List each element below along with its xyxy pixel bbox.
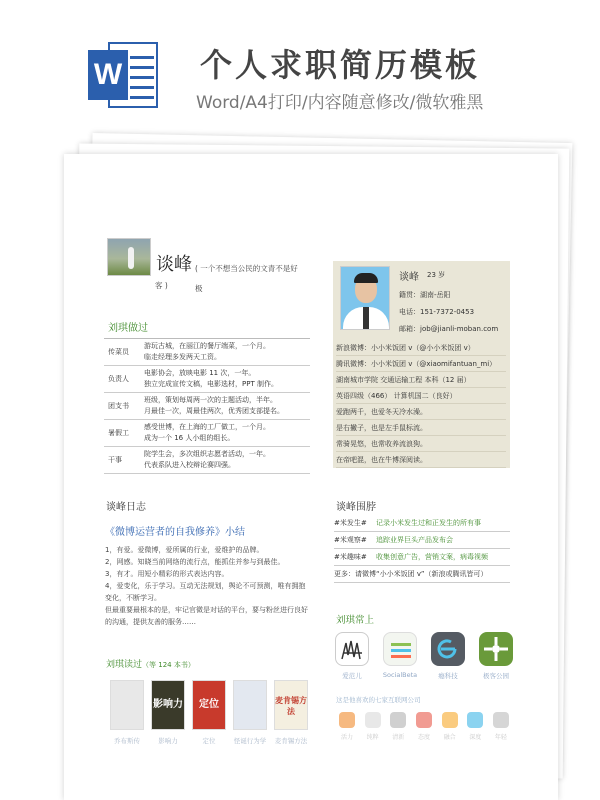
experience-role: 暑假工	[108, 428, 129, 437]
experience-line: 独立完成宣传文稿，电影选材，PPT 制作。	[144, 380, 278, 388]
site-item[interactable]	[382, 632, 418, 680]
experience-line: 代表系队进入校辩论赛四强。	[144, 461, 235, 469]
company-logo-icon	[493, 712, 509, 728]
book-item[interactable]	[274, 680, 308, 745]
site-label: SocialBeta	[382, 671, 418, 679]
book-cover	[110, 680, 144, 730]
books-title	[106, 657, 195, 670]
info-item: 常骑晃悠，也常收养流浪狗。	[336, 436, 506, 452]
weibo-logo-icon	[416, 712, 432, 728]
company-label: 清新	[392, 734, 405, 741]
weibo-tag[interactable]: #米趣味#	[334, 553, 367, 561]
page-title: 个人求职简历模板	[200, 46, 481, 84]
article-line: 3，有才。用短小精彩的形式表达内容。	[105, 570, 229, 578]
personal-info-list	[336, 340, 506, 468]
profile-motto: ( 一个不想当公民的文青不是好极	[195, 264, 298, 293]
info-item: 新浪微博：小小米饭团 v（@小小米饭团 v）	[336, 340, 506, 356]
weibo-text: 收集创意广告，营销文案，病毒视频	[376, 553, 488, 561]
book-label: 影响力	[158, 737, 178, 745]
info-item: 腾讯微博：小小米饭团 v（@xiaomifantuan_mi）	[336, 356, 506, 372]
often-title: 刘琪常上	[336, 615, 375, 626]
books-count: （等 124 本书）	[142, 661, 195, 669]
page-subtitle: Word/A4打印/内容随意修改/微软雅黑	[196, 93, 484, 113]
site-label: 瘾科技	[438, 672, 458, 680]
company-item[interactable]	[338, 712, 356, 741]
weibo-more[interactable]: 更多：请微博“小小米饭团 v”（新浪或腾讯皆可）	[334, 566, 510, 583]
engadget-icon	[431, 632, 465, 666]
experience-line: 感受世博，在上海的工厂做工，一个月。	[144, 423, 270, 431]
site-label: 爱范儿	[342, 672, 362, 680]
book-item[interactable]	[233, 680, 267, 745]
company-label: 态度	[417, 734, 430, 741]
company-item[interactable]	[466, 712, 484, 741]
experience-row	[104, 393, 310, 420]
book-label: 乔布斯传	[114, 737, 140, 745]
article-title[interactable]: 《微博运营者的自我修养》小结	[105, 527, 245, 538]
experience-row	[104, 339, 310, 366]
site-item[interactable]	[478, 632, 514, 680]
info-item: 爱跑两千，也爱冬天冷水澡。	[336, 404, 506, 420]
site-item[interactable]	[430, 632, 466, 680]
experience-line: 月最佳一次，周最佳两次，优秀团支部提名。	[144, 407, 284, 415]
geekpark-icon	[479, 632, 513, 666]
company-label: 年轻	[494, 734, 507, 741]
company-label: 融合	[443, 734, 456, 741]
xiaomi-icon	[339, 712, 355, 728]
zhihu-logo-icon	[467, 712, 483, 728]
company-item[interactable]	[415, 712, 433, 741]
experience-row	[104, 447, 310, 474]
company-item[interactable]	[389, 712, 407, 741]
company-list	[338, 712, 510, 741]
experience-row	[104, 420, 310, 447]
article-line: 但最重要最根本的是，牢记官微是对话的平台，要与粉丝进行良好的沟通，提供友善的服务……	[105, 606, 308, 626]
book-label: 麦肯锡方法	[274, 737, 308, 745]
info-item: 在帝吧混，也在牛博深阅读。	[336, 452, 506, 468]
weibo-row	[334, 549, 510, 566]
book-list	[110, 680, 310, 745]
experience-line: 游玩古城，在丽江的餐厅端菜，一个月。	[144, 342, 270, 350]
book-item[interactable]	[110, 680, 144, 745]
profile-motto-continued: 客 )	[155, 281, 168, 290]
experience-line: 电影协会，放映电影 11 次，一年。	[144, 369, 256, 377]
weibo-text: 记录小米发生过和正发生的所有事	[376, 519, 481, 527]
article-line: 2，网感。知晓当前网络的流行点，能抓住并参与到最佳。	[105, 558, 285, 566]
experience-line: 班级，策划每周两一次的主题活动，半年。	[144, 396, 277, 404]
book-label: 怪诞行为学	[233, 737, 267, 745]
experience-row	[104, 366, 310, 393]
weibo-row	[334, 515, 510, 532]
experience-line: 成为一个 16 人小组的组长。	[144, 434, 235, 442]
weibo-table	[334, 515, 510, 583]
company-item[interactable]	[364, 712, 382, 741]
companies-note: 这是他喜欢的七家互联网公司	[336, 696, 421, 704]
ifanr-icon	[335, 632, 369, 666]
experience-role: 干事	[108, 455, 122, 464]
experience-role: 传菜员	[108, 347, 129, 356]
profile-photo	[340, 266, 390, 330]
word-letter-badge: W	[88, 50, 128, 100]
company-label: 活力	[340, 734, 353, 741]
weibo-row	[334, 532, 510, 549]
weibo-tag[interactable]: #米发生#	[334, 519, 367, 527]
info-item: 湖南城市学院 交通运输工程 本科（12 届）	[336, 372, 506, 388]
avatar	[107, 238, 151, 276]
site-item[interactable]	[334, 632, 370, 680]
experience-table	[104, 338, 310, 474]
experience-role: 团支书	[108, 401, 129, 410]
site-list	[334, 632, 514, 680]
experience-role: 负责人	[108, 374, 129, 383]
apple-icon	[365, 712, 381, 728]
book-cover	[274, 680, 308, 730]
article-body	[105, 544, 311, 628]
diary-title: 谈峰日志	[106, 502, 146, 513]
books-title-text: 刘琪读过	[106, 660, 143, 670]
company-item[interactable]	[441, 712, 459, 741]
book-cover	[192, 680, 226, 730]
book-cover	[151, 680, 185, 730]
company-item[interactable]	[492, 712, 510, 741]
weibo-text: 追踪业界巨头产品发布会	[376, 536, 453, 544]
personal-email: 邮箱：job@jianli-moban.com	[399, 325, 499, 333]
weibo-tag[interactable]: #米观察#	[334, 536, 367, 544]
personal-phone: 电话：151-7372-0453	[399, 308, 475, 316]
book-cover	[233, 680, 267, 730]
article-line: 1，有爱。爱微博，爱所属的行业，爱维护的品牌。	[105, 546, 264, 554]
personal-hometown: 籍贯：湖南-岳阳	[399, 291, 451, 299]
company-logo-icon	[390, 712, 406, 728]
company-label: 深度	[469, 734, 482, 741]
book-item[interactable]	[151, 680, 185, 745]
weibo-title: 谈峰围脖	[336, 502, 376, 513]
experience-title: 刘琪做过	[108, 323, 148, 334]
personal-age: 23 岁	[427, 271, 446, 279]
info-item: 英语四级（466） 计算机国二（良好）	[336, 388, 506, 404]
site-label: 极客公园	[483, 672, 509, 680]
socialbeta-icon	[383, 632, 417, 666]
book-cover-text: 定位	[199, 699, 219, 710]
profile-name: 谈峰	[156, 254, 192, 275]
experience-line: 院学生会，多次组织志愿者活动，一年。	[144, 450, 270, 458]
book-item[interactable]	[192, 680, 226, 745]
article-line: 4，爱变化，乐于学习。互动无法规划，舆论不可预测，唯有拥抱变化，不断学习。	[105, 582, 306, 602]
experience-line: 临走经理多发两天工资。	[144, 353, 221, 361]
google-logo-icon	[442, 712, 458, 728]
info-item: 是右撇子，也是左手鼠标流。	[336, 420, 506, 436]
book-cover-text: 麦肯锡方法	[275, 696, 307, 716]
word-app-icon	[88, 38, 162, 112]
personal-name: 谈峰	[399, 272, 419, 283]
company-label: 纯粹	[366, 734, 379, 741]
book-label: 定位	[202, 737, 216, 745]
book-cover-text: 影响力	[153, 699, 183, 710]
